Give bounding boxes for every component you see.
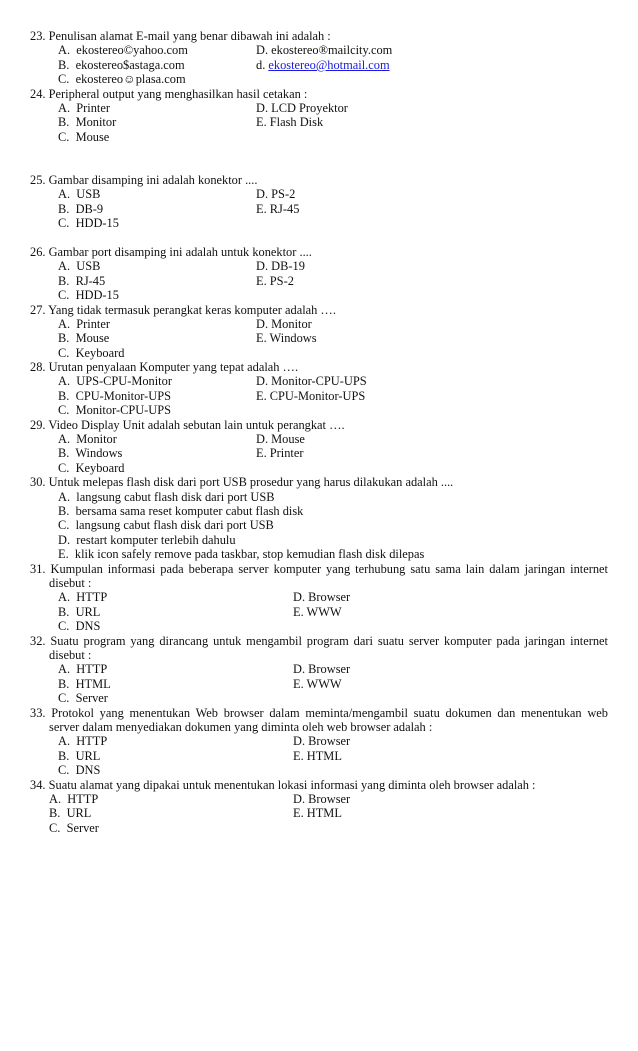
option-b: B. URL xyxy=(49,806,92,821)
option-d: D. ekostereo®mailcity.com xyxy=(256,43,393,58)
option-d: D. restart komputer terlebih dahulu xyxy=(58,532,236,547)
option-a: A. ekostereo©yahoo.com xyxy=(58,43,188,58)
option-a: A. HTTP xyxy=(58,734,108,749)
option-d: D. Browser xyxy=(293,791,351,806)
question-stem: 28. Urutan penyalaan Komputer yang tepat adalah …. xyxy=(30,360,299,375)
option-d: D. DB-19 xyxy=(256,259,305,274)
option-d: D. PS-2 xyxy=(256,187,296,202)
question-28 xyxy=(0,360,638,418)
question-stem: 34. Suatu alamat yang dipakai untuk menentukan lokasi informasi yang diminta oleh browser adalah : xyxy=(30,777,536,792)
question-stem: 29. Video Display Unit adalah sebutan lain untuk perangkat …. xyxy=(30,417,345,432)
option-d: D. Browser xyxy=(293,662,351,677)
question-stem: 26. Gambar port disamping ini adalah untuk konektor .... xyxy=(30,244,312,259)
question-25 xyxy=(0,173,638,231)
question-23 xyxy=(0,29,638,87)
option-c: C. Keyboard xyxy=(58,345,125,360)
option-e: E. WWW xyxy=(293,676,342,691)
option-a: A. USB xyxy=(58,187,101,202)
option-a: A. HTTP xyxy=(49,791,99,806)
question-29 xyxy=(0,418,638,476)
question-stem: 24. Peripheral output yang menghasilkan hasil cetakan : xyxy=(30,86,308,101)
question-stem: 25. Gambar disamping ini adalah konektor .... xyxy=(30,172,258,187)
option-a: A. Printer xyxy=(58,100,110,115)
option-b: B. HTML xyxy=(58,676,111,691)
option-b: B. URL xyxy=(58,748,101,763)
question-stem: 31. Kumpulan informasi pada beberapa server komputer yang terhubung satu sama lain dalam jaringan internet disebut : xyxy=(30,561,608,590)
option-d-email-link[interactable]: d. ekostereo@hotmail.com xyxy=(256,57,390,72)
question-stem: 23. Penulisan alamat E-mail yang benar dibawah ini adalah : xyxy=(30,29,331,43)
option-c: C. Server xyxy=(49,820,99,835)
option-e: E. CPU-Monitor-UPS xyxy=(256,388,366,403)
question-stem: 27. Yang tidak termasuk perangkat keras komputer adalah …. xyxy=(30,302,336,317)
option-c: C. DNS xyxy=(58,619,101,634)
option-d: D. Browser xyxy=(293,734,351,749)
option-d: D. Monitor-CPU-UPS xyxy=(256,374,367,389)
option-a: A. HTTP xyxy=(58,662,108,677)
option-b: B. Mouse xyxy=(58,331,110,346)
question-33 xyxy=(0,706,638,778)
option-c: C. Keyboard xyxy=(58,460,125,475)
option-e: E. Flash Disk xyxy=(256,115,324,130)
option-a: A. langsung cabut flash disk dari port USB xyxy=(58,489,275,504)
question-34 xyxy=(0,778,638,836)
option-d: D. Browser xyxy=(293,590,351,605)
option-b: B. bersama sama reset komputer cabut flash disk xyxy=(58,504,304,519)
question-26 xyxy=(0,245,638,303)
option-a: A. UPS-CPU-Monitor xyxy=(58,374,172,389)
option-c: C. HDD-15 xyxy=(58,288,119,303)
option-a: A. Monitor xyxy=(58,432,117,447)
option-d: D. LCD Proyektor xyxy=(256,100,348,115)
option-e: E. Printer xyxy=(256,446,304,461)
option-e: E. HTML xyxy=(293,748,342,763)
option-b: B. RJ-45 xyxy=(58,273,106,288)
email-link[interactable]: ekostereo@hotmail.com xyxy=(268,57,390,72)
question-31 xyxy=(0,562,638,634)
option-b: B. Monitor xyxy=(58,115,117,130)
question-24 xyxy=(0,87,638,145)
option-b: B. ekostereo$astaga.com xyxy=(58,57,185,72)
option-d: D. Mouse xyxy=(256,432,305,447)
option-b: B. CPU-Monitor-UPS xyxy=(58,388,172,403)
option-b: B. Windows xyxy=(58,446,123,461)
option-e: E. klik icon safely remove pada taskbar, stop kemudian flash disk dilepas xyxy=(58,547,425,562)
question-stem: 32. Suatu program yang dirancang untuk mengambil program dari suatu server komputer pada jaringan internet disebut : xyxy=(30,633,608,662)
option-e: E. Windows xyxy=(256,331,317,346)
option-e: E. PS-2 xyxy=(256,273,294,288)
document-page xyxy=(0,29,638,835)
option-c: C. langsung cabut flash disk dari port USB xyxy=(58,518,274,533)
option-c: C. Server xyxy=(58,691,108,706)
question-stem: 30. Untuk melepas flash disk dari port USB prosedur yang harus dilakukan adalah .... xyxy=(30,475,454,490)
option-e: E. RJ-45 xyxy=(256,201,300,216)
option-e: E. HTML xyxy=(293,806,342,821)
option-c: C. HDD-15 xyxy=(58,216,119,231)
question-stem: 33. Protokol yang menentukan Web browser dalam meminta/mengambil suatu dokumen dan menentukan web server dalam menyediakan dokumen yang diminta oleh web browser adalah : xyxy=(30,705,608,734)
question-32 xyxy=(0,634,638,706)
option-e: E. WWW xyxy=(293,604,342,619)
option-d: D. Monitor xyxy=(256,316,312,331)
option-c: C. Mouse xyxy=(58,129,110,144)
option-a: A. Printer xyxy=(58,316,110,331)
option-a: A. USB xyxy=(58,259,101,274)
option-c: C. ekostereo☺plasa.com xyxy=(58,72,186,87)
option-b: B. DB-9 xyxy=(58,201,104,216)
option-c: C. DNS xyxy=(58,763,101,778)
option-b: B. URL xyxy=(58,604,101,619)
option-c: C. Monitor-CPU-UPS xyxy=(58,403,172,418)
option-a: A. HTTP xyxy=(58,590,108,605)
question-27 xyxy=(0,303,638,361)
question-30 xyxy=(0,475,638,561)
